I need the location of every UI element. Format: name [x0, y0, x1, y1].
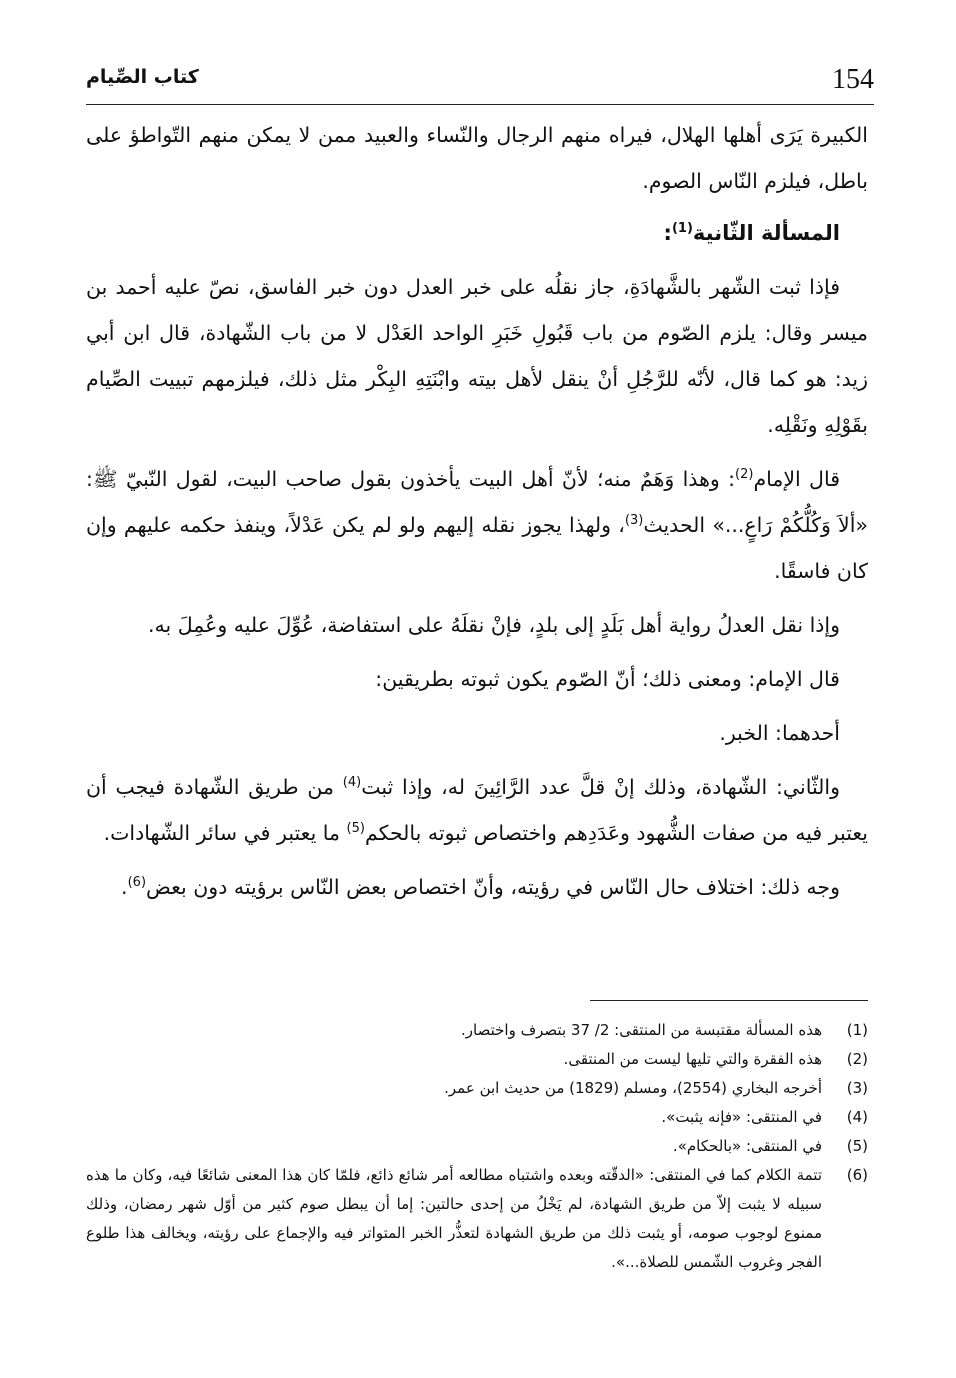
footnote-text: هذه الفقرة والتي تليها ليست من المنتقى.: [563, 1050, 822, 1068]
paragraph-7-part-b: من طريق الشّهادة فيجب أن يعتبر فيه من صفات الشُّهود وعَدَدِهم واختصاص ثبوته بالحكم: [86, 775, 868, 845]
paragraph-2: فإذا ثبت الشّهر بالشَّهادَةِ، جاز نقلُه على خبر العدل دون خبر الفاسق، نصّ عليه أحمد بن ميسر وقال: يلزم الصّوم من باب قَبُولِ خَبَرِ الواحد العَدْل لا من باب الشّهادة، قال ابن أبي زيد: هو كما قال، لأنّه للرَّجُلِ أنْ ينقل لأهل بيته وابْنَتِهِ البِكْر مثل ذلك، فيلزمهم تبييت الصِّيام بقَوْلِهِ ونَقْلِه.: [86, 275, 868, 437]
footnote-number: (6): [846, 1166, 868, 1184]
running-title: كتاب الصِّيام: [86, 66, 199, 88]
footnote-ref-5: (5): [346, 821, 365, 837]
footnote-ref-2: (2): [735, 467, 754, 483]
footnote-text: تتمة الكلام كما في المنتقى: «الدقّته وبعده واشتباه مطالعه أمر شائع ذائع، فلمّا كان هذا المعنى شائعًا فيه، وكان ما هذه سبيله لا يثبت إلاّ من طريق الشهادة، لم يَخْلُ من إحدى حالتين: إما أن يبطل صوم كثير من أوّل شهر رمضان، وذلك ممنوع لوجوب صومه، أو يثبت ذلك من طريق الشهادة لتعذُّر الخبر المتواتر فيه والإجماع على رؤيته، ويخالف هذا طلوع الفجر وغروب الشّمس للصلاة...».: [86, 1166, 822, 1271]
paragraph-8-part-a: وجه ذلك: اختلاف حال النّاس في رؤيته، وأنّ اختصاص بعض النّاس برؤيته دون بعض: [146, 875, 840, 899]
paragraph-3-part-c: ، ولهذا يجوز نقله إليهم ولو لم يكن عَدْلاً، وينفذ حكمه عليهم وإن كان فاسقًا.: [86, 513, 868, 583]
paragraph-4: وإذا نقل العدلُ رواية أهل بَلَدٍ إلى بلدٍ، فإنْ نقلَهُ على استفاضة، عُوِّلَ عليه وعُمِلَ به.: [147, 613, 840, 637]
footnote-3: [86, 1074, 868, 1103]
paragraph-3-part-b: : وهذا وَهَمٌ منه؛ لأنّ أهل البيت يأخذون بقول صاحب البيت، لقول النّبيّ ﷺ: «ألاَ وَكُلُّكُمْ رَاعٍ...» الحديث: [86, 467, 868, 537]
footnote-2: [86, 1045, 868, 1074]
footnote-text: في المنتقى: «فإنه يثبت».: [661, 1108, 822, 1126]
page-number: 154: [832, 64, 874, 95]
footnote-ref-1: (1): [671, 221, 693, 236]
footnotes: [86, 1016, 868, 1277]
paragraph-8-part-b: .: [121, 875, 128, 899]
paragraph-1: الكبيرة يَرَى أهلها الهلال، فيراه منهم الرجال والنّساء والعبيد ممن لا يمكن منهم التّواطؤ على باطل، فيلزم النّاس الصوم.: [86, 123, 868, 193]
footnote-4: [86, 1103, 868, 1132]
footnote-number: (4): [846, 1108, 868, 1126]
paragraph-7: [86, 764, 868, 856]
footnote-number: (2): [846, 1050, 868, 1068]
footnote-text: أخرجه البخاري (2554)، ومسلم (1829) من حديث ابن عمر.: [444, 1079, 822, 1097]
footnote-text: في المنتقى: «بالحكام».: [672, 1137, 822, 1155]
footnote-ref-6: (6): [127, 875, 147, 891]
section-heading: [86, 210, 868, 256]
paragraph-7-part-c: ما يعتبر في سائر الشّهادات.: [103, 821, 347, 845]
main-text: [86, 112, 868, 916]
paragraph-3-part-a: قال الإمام: [753, 467, 840, 491]
paragraph-8: [86, 864, 868, 910]
heading-text: المسألة الثّانية: [692, 221, 840, 245]
paragraph-6: أحدهما: الخبر.: [719, 721, 840, 745]
heading-colon: :: [663, 221, 672, 245]
footnote-separator: [590, 1000, 868, 1001]
footnote-1: [86, 1016, 868, 1045]
footnote-number: (1): [846, 1021, 868, 1039]
footnote-6: [86, 1161, 868, 1277]
footnote-ref-3: (3): [624, 513, 644, 529]
page-header: [86, 62, 874, 105]
footnote-number: (5): [846, 1137, 868, 1155]
paragraph-3: [86, 456, 868, 594]
footnote-5: [86, 1132, 868, 1161]
footnote-ref-4: (4): [342, 775, 362, 791]
footnote-text: هذه المسألة مقتبسة من المنتقى: 2/ 37 بتصرف واختصار.: [461, 1021, 822, 1039]
footnote-number: (3): [846, 1079, 868, 1097]
paragraph-5: قال الإمام: ومعنى ذلك؛ أنّ الصّوم يكون ثبوته بطريقين:: [375, 667, 840, 691]
paragraph-7-part-a: والثّاني: الشّهادة، وذلك إنْ قلَّ عدد الرَّائِينَ له، وإذا ثبت: [361, 775, 840, 799]
